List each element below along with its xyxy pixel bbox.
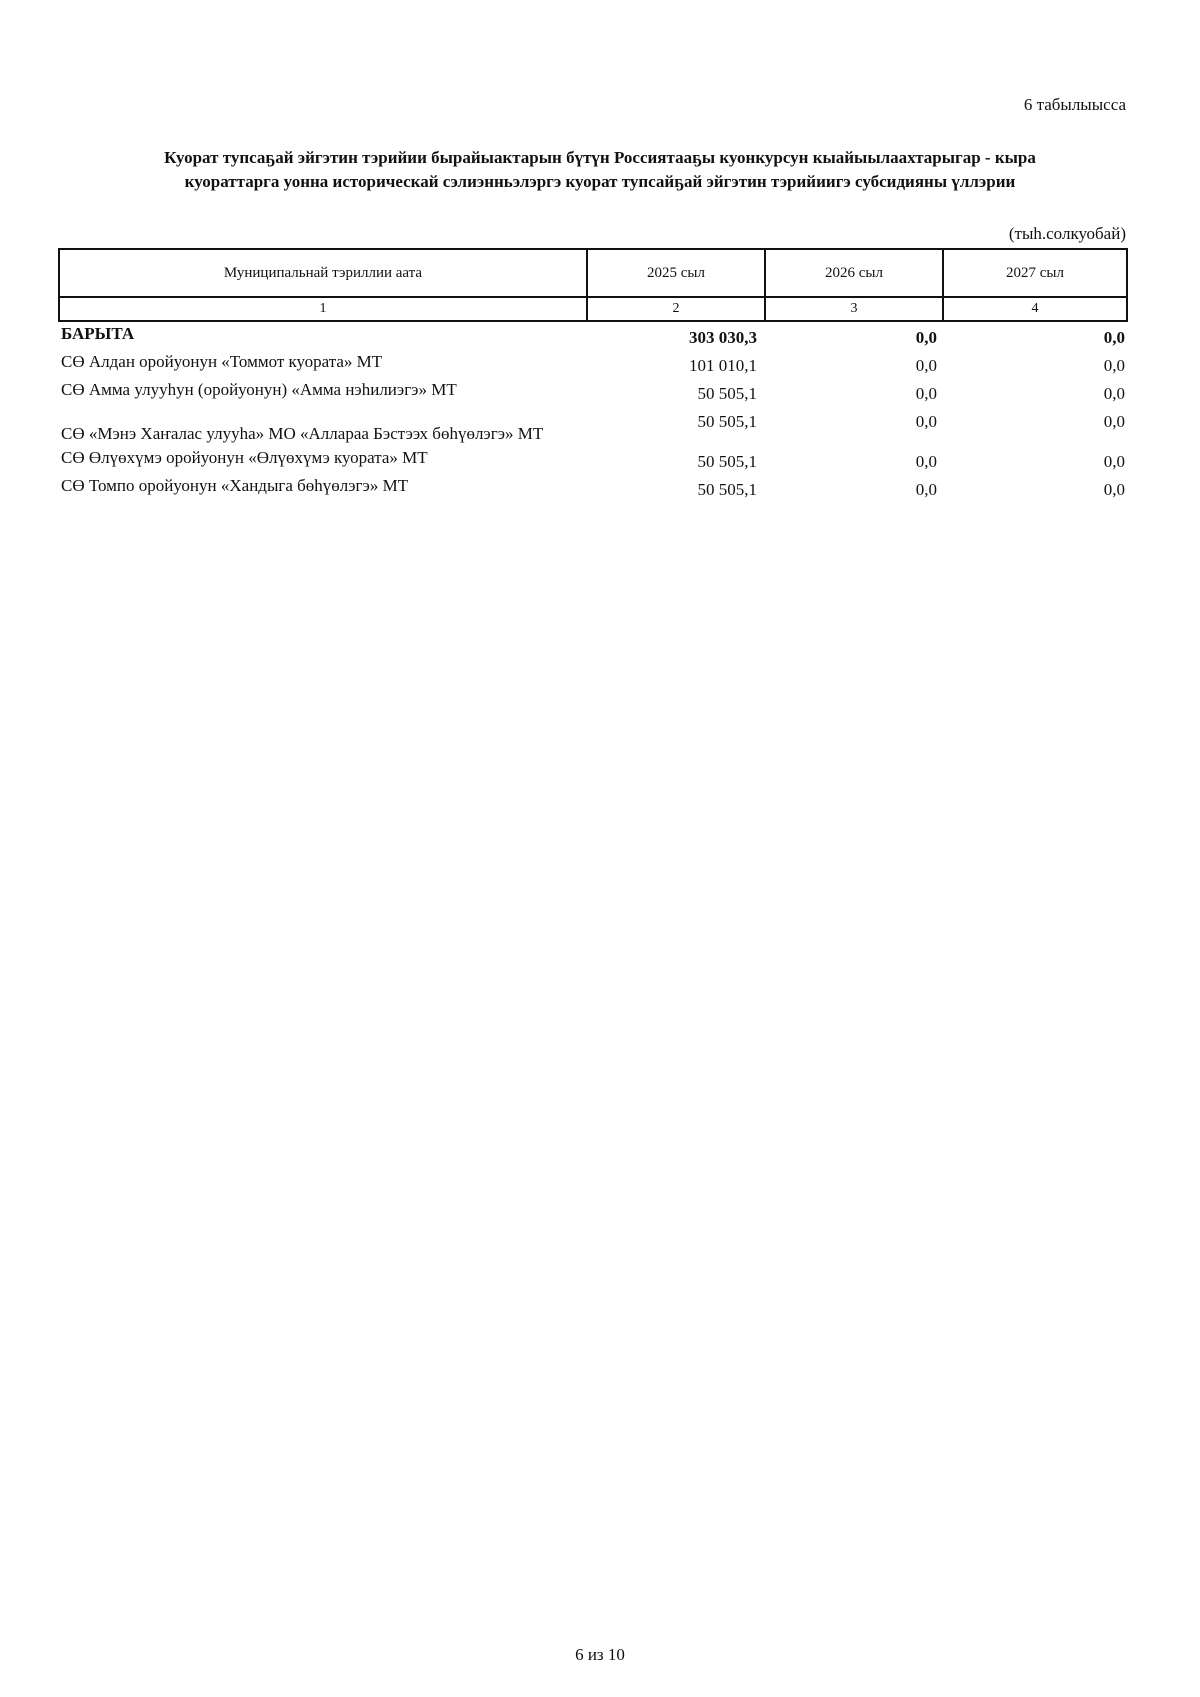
municipality-name: СӨ «Мэнэ Хаҥалас улууһа» МО «Аллараа Бэстээх бөһүөлэгэ» МТ	[61, 424, 544, 443]
value-2027: 0,0	[1103, 384, 1125, 403]
column-number-1: 1	[59, 297, 587, 321]
value-2027: 0,0	[1103, 452, 1125, 471]
value-2027: 0,0	[1103, 412, 1125, 431]
value-2025: 50 505,1	[697, 452, 757, 471]
table-row	[59, 446, 1127, 474]
column-number-4: 4	[943, 297, 1127, 321]
value-2026: 0,0	[915, 384, 937, 403]
table-row	[59, 406, 1127, 446]
value-2025: 101 010,1	[689, 356, 757, 375]
table-row-total	[59, 321, 1127, 350]
value-2027: 0,0	[1103, 328, 1125, 347]
value-2026: 0,0	[915, 356, 937, 375]
municipality-name: СӨ Томпо оройуонун «Хандыга бөһүөлэгэ» МТ	[61, 476, 409, 495]
table-body	[59, 321, 1127, 502]
municipality-name: СӨ Алдан оройуонун «Томмот куората» МТ	[61, 352, 383, 371]
unit-label: (тыһ.солкуобай)	[1008, 224, 1126, 243]
value-2026: 0,0	[915, 480, 937, 499]
column-number-2: 2	[587, 297, 765, 321]
table-row	[59, 474, 1127, 502]
header-2027: 2027 сыл	[943, 249, 1127, 297]
value-2026: 0,0	[915, 412, 937, 431]
municipality-name: СӨ Өлүөхүмэ оройуонун «Өлүөхүмэ куората» МТ	[61, 448, 428, 467]
table-row	[59, 378, 1127, 406]
table-row	[59, 350, 1127, 378]
municipality-name: СӨ Амма улууһун (оройуонун) «Амма нэһилиэгэ» МТ	[61, 380, 457, 399]
value-2025: 50 505,1	[697, 480, 757, 499]
document-title	[60, 146, 1140, 194]
header-municipality: Муниципальнай тэриллии аата	[59, 249, 587, 297]
value-2026: 0,0	[915, 452, 937, 471]
subsidy-table	[58, 248, 1128, 502]
appendix-label: 6 табылыысса	[1023, 95, 1126, 114]
header-2025: 2025 сыл	[587, 249, 765, 297]
value-2026: 0,0	[915, 328, 937, 347]
column-number-row	[59, 297, 1127, 321]
value-2025: 303 030,3	[689, 328, 757, 347]
title-line-2: куораттарга уонна историческай сэлиэнньэлэргэ куорат тупсайҕай эйгэтин тэрийиигэ субсидияны үллэрии	[184, 172, 1016, 191]
table-header-row	[59, 249, 1127, 297]
title-line-1: Куорат тупсаҕай эйгэтин тэрийии бырайыактарын бүтүн Россиятааҕы куонкурсун кыайыылаахтарыгар - кыра	[164, 148, 1036, 167]
header-2026: 2026 сыл	[765, 249, 943, 297]
municipality-name: БАРЫТА	[61, 324, 135, 343]
column-number-3: 3	[765, 297, 943, 321]
value-2025: 50 505,1	[697, 412, 757, 431]
value-2027: 0,0	[1103, 480, 1125, 499]
page-number: 6 из 10	[575, 1645, 625, 1664]
value-2025: 50 505,1	[697, 384, 757, 403]
value-2027: 0,0	[1103, 356, 1125, 375]
